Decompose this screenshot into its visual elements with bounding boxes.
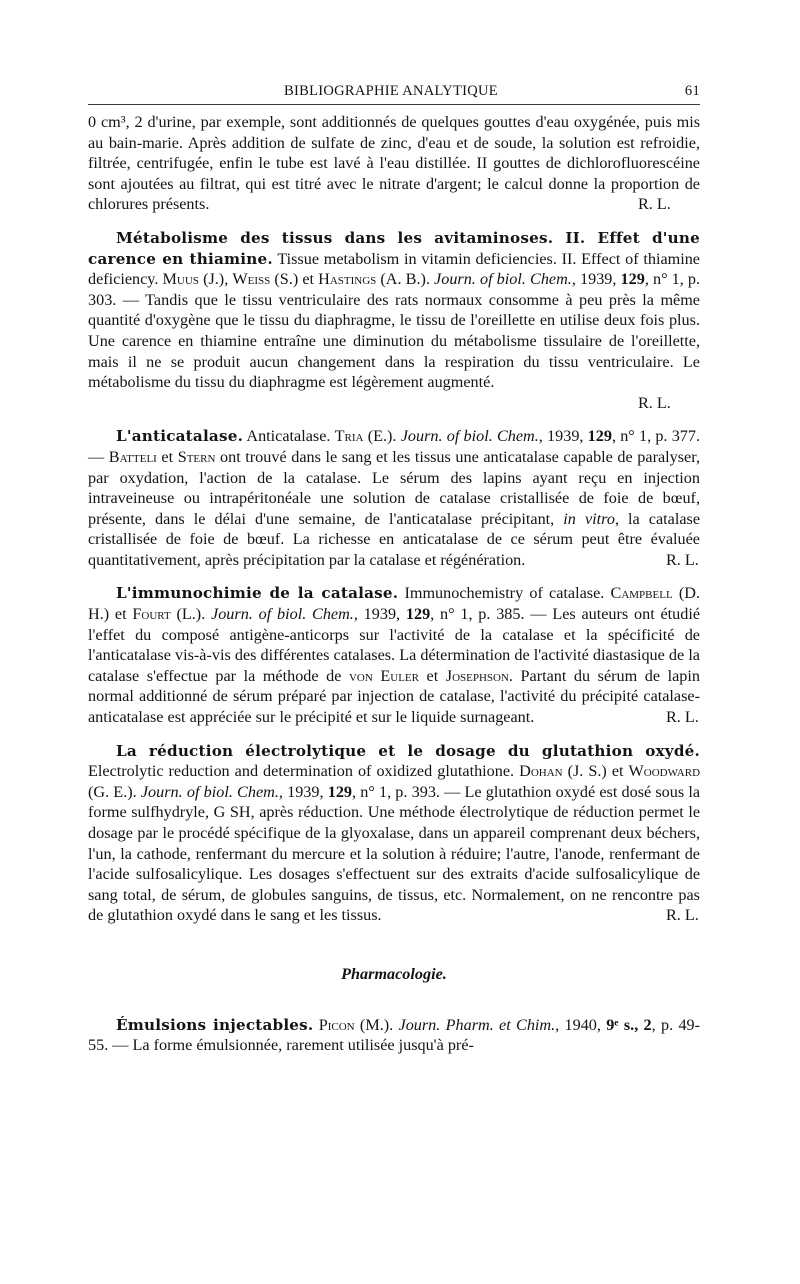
page-number: 61 bbox=[684, 83, 700, 99]
continuation-paragraph bbox=[88, 112, 700, 215]
entry-title: La réduction électrolytique et le dosage du glutathion oxydé. bbox=[116, 741, 700, 760]
author-initials: (L.). bbox=[170, 605, 212, 624]
journal-name: Journ. of biol. Chem. bbox=[140, 782, 279, 801]
english-title: Immunochemistry of catalase. bbox=[404, 584, 605, 603]
bibliography-entry bbox=[88, 1015, 700, 1056]
author-name: von Euler bbox=[348, 666, 419, 685]
author-name: Picon bbox=[318, 1015, 355, 1034]
entry-title: Émulsions injectables. bbox=[116, 1015, 314, 1034]
author-initials: et bbox=[156, 447, 178, 466]
signature: R. L. bbox=[666, 708, 699, 727]
bibliography-entry bbox=[88, 583, 700, 727]
abstract-text: — Tandis que le tissu ventriculaire des rats normaux consomme à peu près la même quantité d'oxygène que le tissu du diaphragme, le tissu de l'oreillette en utilise deux fois plus. Une carence en thiamine entraîne une diminution du métabolisme tissulaire de l'oreillette, mais il ne se produit aucun changement dans la respiration du tissu ventriculaire. Le métabolisme du tissu du diaphragme est légèrement augmenté. bbox=[88, 290, 700, 392]
issue-pages: , n° 1, p. 393. bbox=[352, 782, 440, 801]
author-initials: (G. E.). bbox=[88, 782, 141, 801]
author-name: Weiss bbox=[232, 270, 271, 289]
author-name: Woodward bbox=[628, 762, 701, 781]
abstract-text: — La forme émulsionnée, rarement utilisée jusqu'à pré- bbox=[108, 1036, 474, 1055]
issue-pages: , p. 49-55. bbox=[88, 1015, 701, 1055]
entry-title: L'anticatalase. bbox=[116, 427, 244, 446]
bibliography-entry bbox=[88, 741, 700, 926]
publication-year: , 1940, bbox=[555, 1015, 607, 1034]
emphasis-in-vitro: in vitro bbox=[563, 509, 615, 528]
author-name: Campbell bbox=[610, 584, 673, 603]
author-name: Hastings bbox=[318, 270, 377, 289]
author-name: Stern bbox=[177, 447, 216, 466]
bibliography-entry bbox=[88, 426, 700, 570]
english-title: Tissue metabolism in vitamin deficiencies. II. Effect of thiamine deficiency. bbox=[88, 249, 700, 289]
journal-name: Journ. of biol. Chem. bbox=[211, 605, 354, 624]
abstract-text-continued: . Partant du sérum de lapin normal additionné de sérum préparé par injection de catalase, l'activité du précipité catalase-anticatalase est appréciée sur le précipité et sur le liquide surnageant. bbox=[88, 666, 700, 727]
author-initials: (E.). bbox=[367, 427, 401, 446]
running-header bbox=[88, 80, 700, 105]
abstract-text: ont trouvé dans le sang et les tissus une anticatalase capable de paralyser, par oxydation, l'action de la catalase. Le sérum des lapins ayant reçu en injection intraveineuse ou intrapéritonéale une solution de catalase cristallisée de foie de bœuf, présente, dans le délai d'une semaine, de l'anticatalase précipitant, bbox=[88, 447, 701, 528]
author-name: Tria bbox=[334, 427, 364, 446]
author-name: Josephson bbox=[445, 666, 509, 685]
author-initials: (J. S.) et bbox=[562, 762, 629, 781]
abstract-text: — Les auteurs ont étudié l'effet du composé antigène-anticorps sur l'activité de la catalase et la spécificité de l'anticatalase vis-à-vis des différentes catalases. La détermination de l'activité diastasique de la catalase s'effectue par la méthode de bbox=[88, 605, 701, 685]
issue-pages: , n° 1, p. 385. bbox=[430, 605, 525, 624]
abstract-text-continued: , la catalase cristallisée de foie de bœuf. La richesse en anticatalase de ce sérum peut être évaluée quantitativement, après précipitation par la catalase et régénération. bbox=[88, 509, 701, 569]
continuation-text: 0 cm³, 2 d'urine, par exemple, sont additionnés de quelques gouttes d'eau oxygénée, puis mis au bain-marie. Après addition de sulfate de zinc, d'eau et de soude, la solution est refroidie, filtrée, centrifugée, enfin le tube est lavé à l'eau distillée. II gouttes de dichlorofluorescéine sont ajoutées au filtrat, qui est titré avec le nitrate d'argent; le calcul donne la proportion de chlorures présents. bbox=[88, 113, 700, 214]
publication-year: , 1939, bbox=[571, 270, 621, 289]
volume-number: 129 bbox=[327, 782, 352, 801]
volume-number: 129 bbox=[587, 427, 612, 446]
issue-pages: , n° 1, p. 377. — bbox=[88, 427, 701, 466]
volume-number: 129 bbox=[405, 605, 431, 624]
author-initials: (D. H.) et bbox=[88, 584, 700, 624]
section-heading: Pharmacologie. bbox=[341, 964, 447, 983]
english-title: Electrolytic reduction and determination of oxidized glutathione. bbox=[88, 762, 515, 781]
author-initials: (M.). bbox=[354, 1015, 399, 1034]
entry-title: Métabolisme des tissus dans les avitaminoses. II. Effet d'une carence en thiamine. bbox=[88, 228, 700, 268]
signature: R. L. bbox=[666, 550, 699, 569]
volume-number: 129 bbox=[620, 270, 645, 289]
journal-name: Journ. of biol. Chem. bbox=[434, 270, 572, 289]
signature: R. L. bbox=[638, 195, 671, 214]
series-volume: 9ᵉ s., 2 bbox=[606, 1015, 652, 1034]
bibliography-entry bbox=[88, 228, 700, 393]
author-initials: (A. B.). bbox=[380, 270, 435, 289]
publication-year: , 1939, bbox=[278, 782, 328, 801]
conjunction: et bbox=[418, 666, 446, 685]
publication-year: , 1939, bbox=[353, 605, 406, 624]
journal-name: Journ. of biol. Chem. bbox=[400, 427, 539, 446]
publication-year: , 1939, bbox=[538, 427, 588, 446]
signature-line bbox=[88, 393, 700, 414]
journal-name: Journ. Pharm. et Chim. bbox=[398, 1015, 556, 1034]
entry-title: L'immunochimie de la catalase. bbox=[116, 584, 399, 603]
signature: R. L. bbox=[666, 906, 699, 925]
author-name: Dohan bbox=[519, 762, 563, 781]
author-name: Batteli bbox=[108, 447, 157, 466]
author-initials: (J.), bbox=[203, 270, 233, 289]
author-name: Muus bbox=[162, 270, 199, 289]
running-title: BIBLIOGRAPHIE ANALYTIQUE bbox=[284, 83, 498, 99]
abstract-text: — Le glutathion oxydé est dosé sous la forme sulfhydryle, G SH, après réduction. Une méthode électrolytique de réduction permet le dosage par le procédé spécifique de la glyoxalase, dans un appareil comprenant deux béchers, l'un, la cathode, renfermant du mercure et la solution à réduire; l'autre, l'anode, renfermant de l'acide sulfosalicylique. Les dosages s'effectuent sur des extraits d'acide sulfosalicylique de sang total, de sérum, de globules sanguins, de tissus, etc. Normalement, on ne rencontre pas de glutathion oxydé dans le sang et les tissus. bbox=[88, 782, 701, 925]
page-body bbox=[88, 112, 700, 1056]
issue-pages: , n° 1, p. 303. bbox=[88, 270, 701, 309]
author-initials: (S.) et bbox=[274, 270, 319, 289]
english-title: Anticatalase. bbox=[246, 427, 331, 446]
signature: R. L. bbox=[638, 393, 671, 412]
author-name: Fourt bbox=[132, 605, 171, 624]
